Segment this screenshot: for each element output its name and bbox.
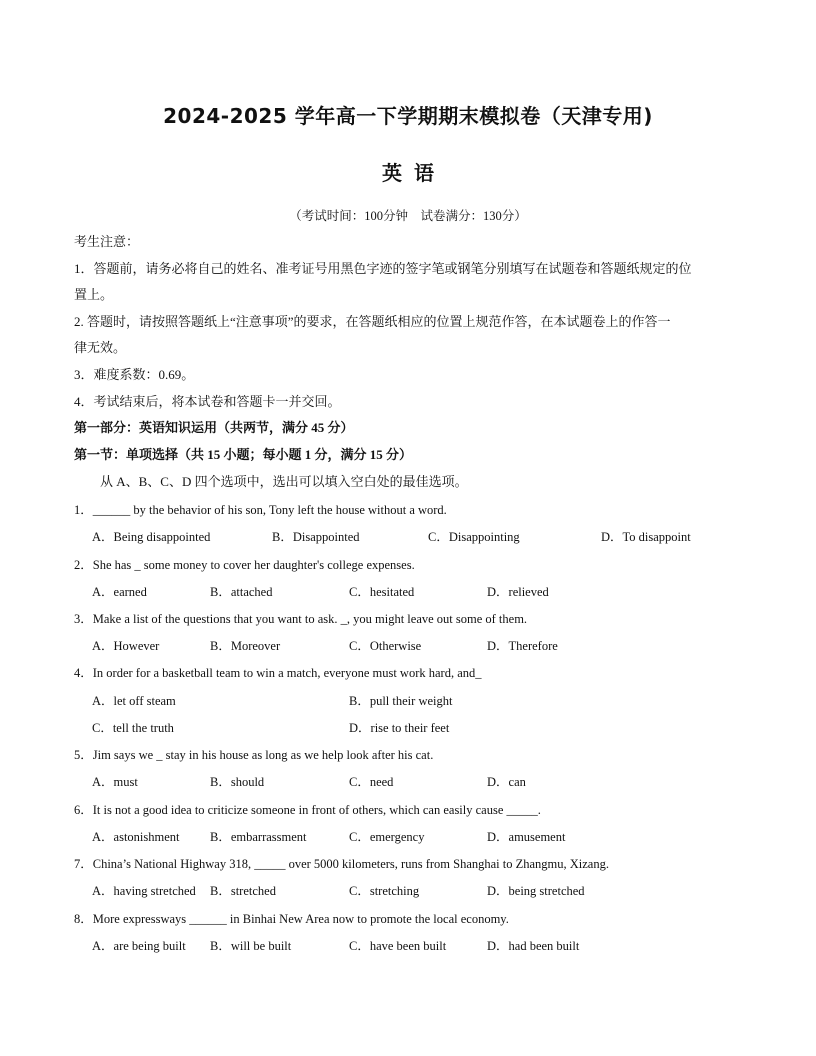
- q8-option-a: A．are being built: [92, 939, 186, 953]
- question-8-stem: 8．More expressways ______ in Binhai New Area now to promote the local economy.: [74, 912, 509, 926]
- note-2b: 律无效。: [74, 340, 127, 355]
- q7-option-c: C．stretching: [349, 884, 420, 898]
- q1-option-b: B．Disappointed: [272, 530, 360, 544]
- note-1a: 1．答题前，请务必将自己的姓名、准考证号用黑色字迹的签字笔或钢笔分别填写在试题卷和答题纸规定的位: [74, 261, 692, 276]
- q8-option-c: C．have been built: [349, 939, 447, 953]
- q7-option-a: A．having stretched: [92, 884, 196, 898]
- part1-heading: 第一部分：英语知识运用（共两节，满分 45 分）: [74, 420, 354, 435]
- q1-option-a: A．Being disappointed: [92, 530, 211, 544]
- q3-option-d: D．Therefore: [487, 639, 558, 653]
- q2-option-d: D．relieved: [487, 585, 549, 599]
- q6-option-b: B．embarrassment: [210, 830, 307, 844]
- page-title: 2024-2025 学年高一下学期期末模拟卷（天津专用): [163, 104, 653, 128]
- q4-option-c: C．tell the truth: [92, 721, 174, 735]
- question-7-stem: 7．China’s National Highway 318, _____ over 5000 kilometers, runs from Shanghai to Zhangmu, Xizang.: [74, 857, 609, 871]
- q8-option-b: B．will be built: [210, 939, 292, 953]
- subject-title: 英语: [382, 161, 446, 185]
- q3-option-c: C．Otherwise: [349, 639, 422, 653]
- q6-option-a: A．astonishment: [92, 830, 180, 844]
- note-1b: 置上。: [74, 287, 114, 302]
- q6-option-d: D．amusement: [487, 830, 566, 844]
- q8-option-d: D．had been built: [487, 939, 580, 953]
- question-1-stem: 1．______ by the behavior of his son, Tony left the house without a word.: [74, 503, 447, 517]
- notes-heading: 考生注意：: [74, 234, 140, 249]
- q7-option-d: D．being stretched: [487, 884, 585, 898]
- time-info: （考试时间：100分钟 试卷满分：130分）: [289, 209, 527, 223]
- question-6-stem: 6．It is not a good idea to criticize someone in front of others, which can easily cause _____.: [74, 803, 541, 817]
- question-2-stem: 2．She has _ some money to cover her daughter's college expenses.: [74, 558, 415, 572]
- q4-option-b: B．pull their weight: [349, 694, 453, 708]
- q5-option-b: B．should: [210, 775, 265, 789]
- note-2a: 2. 答题时，请按照答题纸上“注意事项”的要求，在答题纸相应的位置上规范作答，在本试题卷上的作答一: [74, 314, 671, 329]
- instruction: 从 A、B、C、D 四个选项中，选出可以填入空白处的最佳选项。: [100, 474, 468, 489]
- question-3-stem: 3．Make a list of the questions that you want to ask. _, you might leave out some of them.: [74, 612, 528, 626]
- q4-option-d: D．rise to their feet: [349, 721, 450, 735]
- question-5-stem: 5．Jim says we _ stay in his house as long as we help look after his cat.: [74, 748, 434, 762]
- q1-option-d: D．To disappoint: [601, 530, 691, 544]
- note-4: 4．考试结束后，将本试卷和答题卡一并交回。: [74, 394, 341, 409]
- q1-option-c: C．Disappointing: [428, 530, 520, 544]
- q3-option-b: B．Moreover: [210, 639, 281, 653]
- q2-option-c: C．hesitated: [349, 585, 415, 599]
- question-4-stem: 4．In order for a basketball team to win a match, everyone must work hard, and_: [74, 666, 482, 680]
- note-3: 3．难度系数：0.69。: [74, 367, 195, 382]
- q6-option-c: C．emergency: [349, 830, 425, 844]
- q3-option-a: A．However: [92, 639, 160, 653]
- q5-option-d: D．can: [487, 775, 526, 789]
- q5-option-a: A．must: [92, 775, 138, 789]
- q7-option-b: B．stretched: [210, 884, 276, 898]
- q2-option-a: A．earned: [92, 585, 147, 599]
- section1-heading: 第一节：单项选择（共 15 小题；每小题 1 分，满分 15 分）: [74, 447, 413, 462]
- q5-option-c: C．need: [349, 775, 394, 789]
- q2-option-b: B．attached: [210, 585, 273, 599]
- q4-option-a: A．let off steam: [92, 694, 176, 708]
